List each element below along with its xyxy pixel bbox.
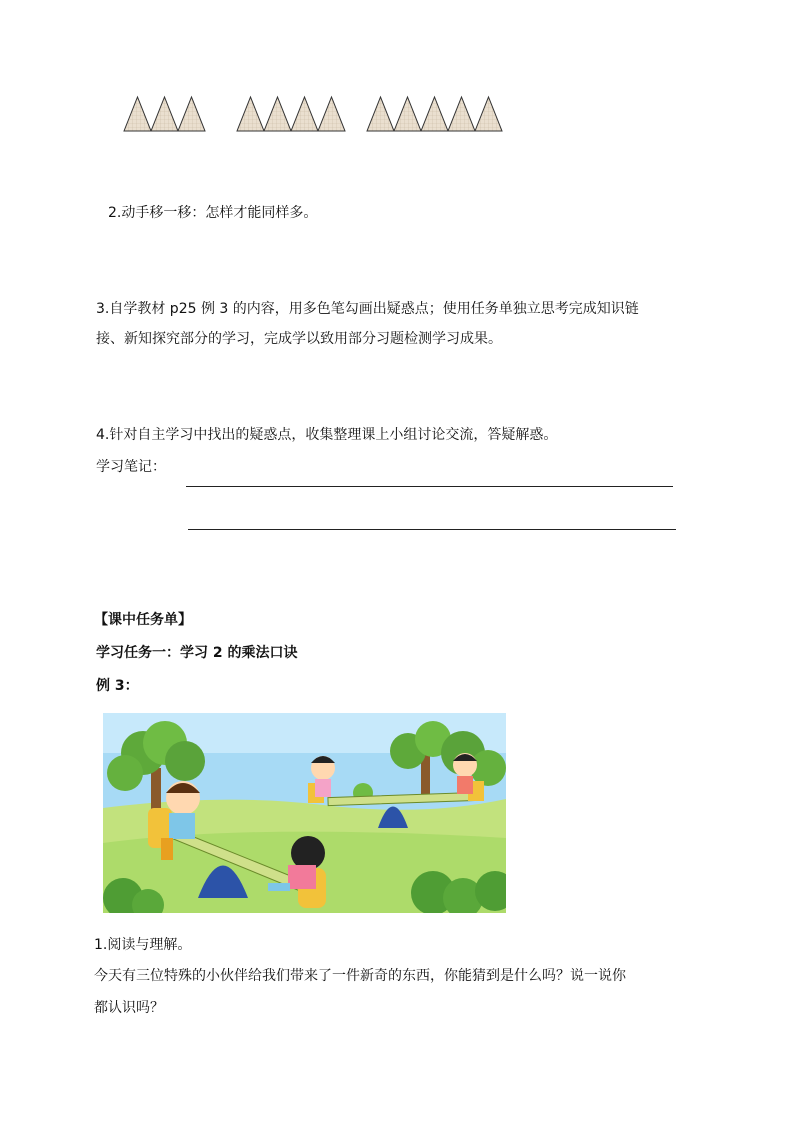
triangle-shape[interactable] — [151, 97, 178, 131]
item-2-text: 2.动手移一移：怎样才能同样多。 — [108, 205, 318, 221]
triangle-shape[interactable] — [421, 97, 448, 131]
seesaw-illustration — [103, 713, 506, 913]
notes-line-2[interactable] — [188, 529, 676, 530]
triangle-groups — [0, 95, 794, 140]
item-4-text: 4.针对自主学习中找出的疑惑点，收集整理课上小组讨论交流，答疑解惑。 — [96, 427, 558, 443]
triangle-group-5 — [367, 97, 502, 131]
example-label: 例 3： — [96, 678, 139, 694]
task-1-title: 学习任务一：学习 2 的乘法口诀 — [96, 645, 298, 661]
triangle-shape[interactable] — [448, 97, 475, 131]
triangle-shape[interactable] — [264, 97, 291, 131]
item-3-text-line1: 3.自学教材 p25 例 3 的内容，用多色笔勾画出疑惑点；使用任务单独立思考完成知识链 — [96, 301, 639, 317]
triangle-shape[interactable] — [237, 97, 264, 131]
triangle-shape[interactable] — [178, 97, 205, 131]
notes-line-1[interactable] — [186, 486, 673, 487]
read-title: 1.阅读与理解。 — [94, 937, 192, 953]
triangle-shape[interactable] — [291, 97, 318, 131]
in-class-header: 【课中任务单】 — [94, 612, 192, 628]
triangle-shape[interactable] — [394, 97, 421, 131]
triangle-group-3 — [124, 97, 205, 131]
triangle-group-4 — [237, 97, 345, 131]
read-text-line2: 都认识吗？ — [94, 1000, 164, 1016]
notes-label: 学习笔记： — [96, 459, 166, 475]
triangle-shape[interactable] — [124, 97, 151, 131]
triangle-shape[interactable] — [475, 97, 502, 131]
triangle-shape[interactable] — [318, 97, 345, 131]
read-text-line1: 今天有三位特殊的小伙伴给我们带来了一件新奇的东西，你能猜到是什么吗？说一说你 — [94, 968, 626, 984]
item-3-text-line2: 接、新知探究部分的学习，完成学以致用部分习题检测学习成果。 — [96, 331, 502, 347]
triangle-shape[interactable] — [367, 97, 394, 131]
